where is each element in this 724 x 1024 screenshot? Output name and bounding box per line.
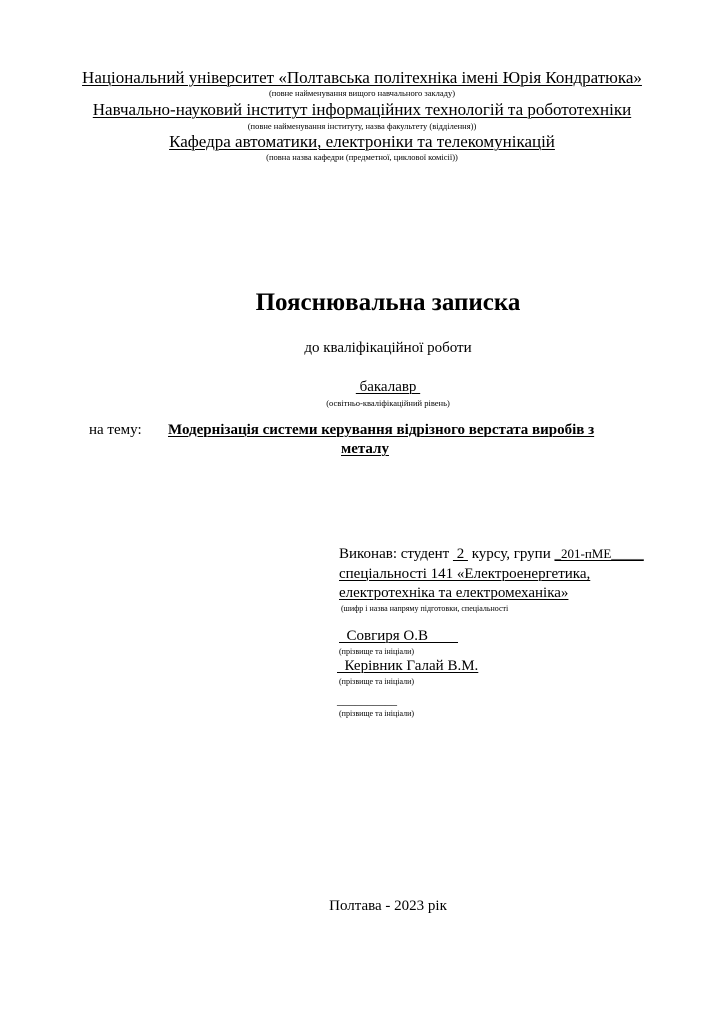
course-number: 2 [452, 546, 468, 562]
specialty-line-1-text: спеціальності 141 «Електроенергетика, [339, 566, 591, 582]
department-note: (повна назва кафедри (предметної, циклової комісії)) [266, 152, 458, 162]
course-suffix: курсу, групи [467, 546, 555, 562]
department-name [0, 132, 724, 152]
topic-label: на тему: [89, 422, 142, 438]
supervisor-note: (прізвище та ініціали) [339, 677, 415, 686]
student-name [339, 628, 458, 645]
reviewer-blank: __________ [337, 693, 397, 707]
specialty-note: (шифр і назва напряму підготовки, спеціальності [341, 604, 509, 613]
institute-note: (повне найменування інституту, назва факультету (відділення)) [247, 121, 477, 131]
specialty-line-2 [339, 585, 568, 602]
institute-name [0, 100, 724, 120]
city-year: Полтава - 2023 рік [329, 898, 447, 914]
performed-prefix: Виконав: студент [339, 546, 453, 562]
university-note: (повне найменування вищого навчального закладу) [268, 88, 456, 98]
topic-line-1-text: Модернізація системи керування відрізного верстата виробів з [168, 422, 595, 438]
degree-level-text: бакалавр [355, 379, 421, 395]
degree-note: (освітньо-кваліфікаційний рівень) [326, 398, 450, 408]
document-subtitle: до кваліфікаційної роботи [304, 340, 472, 356]
group-code: _201-пМЕ_____ [554, 546, 644, 561]
specialty-line-2-text: електротехніка та електромеханіка» [339, 585, 569, 601]
supervisor-name [337, 658, 478, 675]
supervisor-name-text: Керівник Галай В.М. [337, 658, 479, 674]
student-note: (прізвище та ініціали) [339, 647, 415, 656]
topic-line-2-text: металу [341, 441, 389, 457]
institute-name-text: Навчально-науковий інститут інформаційних технологій та робототехніки [92, 100, 632, 119]
topic-line-1 [168, 422, 594, 439]
degree-level [0, 379, 724, 396]
reviewer-note: (прізвище та ініціали) [339, 709, 415, 718]
university-name [0, 68, 724, 88]
specialty-line-1 [339, 566, 590, 583]
performed-by-line [339, 546, 644, 563]
department-name-text: Кафедра автоматики, електроніки та телекомунікацій [169, 132, 555, 151]
document-title: Пояснювальна записка [255, 289, 521, 316]
student-name-text: Совгиря О.В [339, 628, 459, 644]
university-name-text: Національний університет «Полтавська політехніка імені Юрія Кондратюка» [82, 68, 642, 87]
topic-line-2 [341, 441, 389, 458]
